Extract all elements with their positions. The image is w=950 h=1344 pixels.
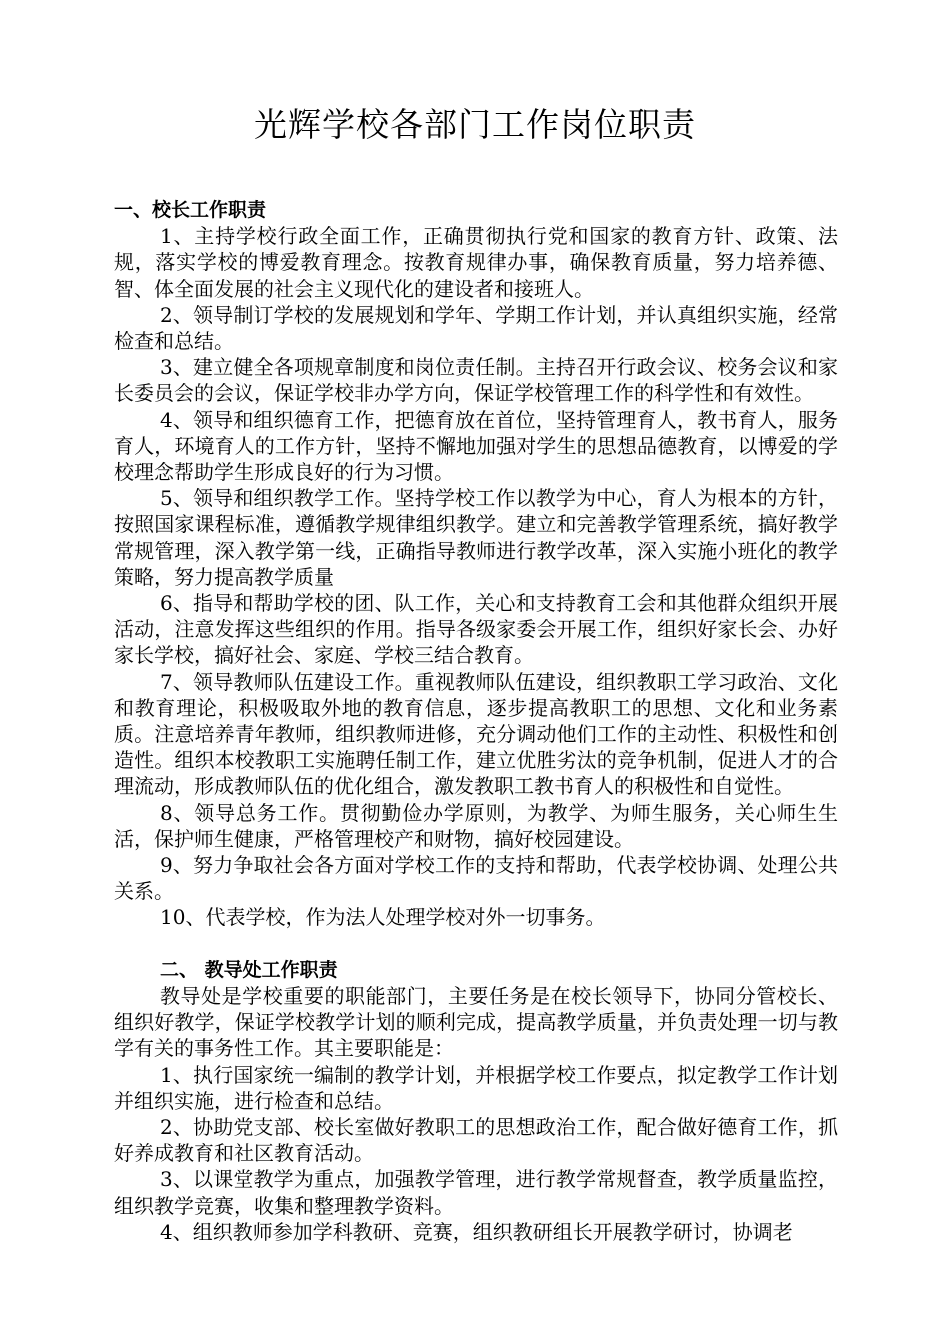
paragraph: 2、协助党支部、校长室做好教职工的思想政治工作，配合做好德育工作，抓好养成教育和社区教育活动。	[114, 1115, 838, 1166]
section-academic-affairs-duties	[114, 957, 838, 1245]
paragraph: 5、领导和组织教学工作。坚持学校工作以教学为中心，育人为根本的方针，按照国家课程标准，遵循教学规律组织教学。建立和完善教学管理系统，搞好教学常规管理，深入教学第一线，正确指导教师进行教学改革，深入实施小班化的教学策略，努力提高教学质量	[114, 486, 838, 589]
section-heading: 二、 教导处工作职责	[160, 958, 338, 981]
section-principal-duties	[114, 197, 838, 931]
paragraph: 3、建立健全各项规章制度和岗位责任制。主持召开行政会议、校务会议和家长委员会的会议，保证学校非办学方向，保证学校管理工作的科学性和有效性。	[114, 355, 838, 406]
paragraph: 4、组织教师参加学科教研、竞赛，组织教研组长开展教学研讨，协调老	[160, 1219, 793, 1244]
section-heading: 一、校长工作职责	[114, 199, 267, 221]
paragraph: 8、领导总务工作。贯彻勤俭办学原则，为教学、为师生服务，关心师生生活，保护师生健康，严格管理校产和财物，搞好校园建设。	[114, 800, 838, 851]
paragraph: 教导处是学校重要的职能部门，主要任务是在校长领导下，协同分管校长、组织好教学，保证学校教学计划的顺利完成，提高教学质量，并负责处理一切与教学有关的事务性工作。其主要职能是：	[114, 984, 838, 1061]
document-body	[114, 197, 838, 1245]
paragraph: 2、领导制订学校的发展规划和学年、学期工作计划，并认真组织实施，经常检查和总结。	[114, 302, 838, 353]
paragraph: 9、努力争取社会各方面对学校工作的支持和帮助，代表学校协调、处理公共关系。	[114, 853, 838, 904]
paragraph: 10、代表学校，作为法人处理学校对外一切事务。	[160, 905, 606, 930]
section-spacer	[114, 931, 838, 957]
paragraph: 6、指导和帮助学校的团、队工作，关心和支持教育工会和其他群众组织开展活动，注意发挥这些组织的作用。指导各级家委会开展工作，组织好家长会、办好家长学校，搞好社会、家庭、学校三结合教育。	[114, 591, 838, 668]
paragraph: 4、领导和组织德育工作，把德育放在首位，坚持管理育人，教书育人，服务育人，环境育人的工作方针，坚持不懈地加强对学生的思想品德教育，以博爱的学校理念帮助学生形成良好的行为习惯。	[114, 407, 838, 485]
paragraph: 1、执行国家统一编制的教学计划，并根据学校工作要点，拟定教学工作计划并组织实施，进行检查和总结。	[114, 1062, 838, 1113]
paragraph: 3、以课堂教学为重点，加强教学管理，进行教学常规督查，教学质量监控，组织教学竞赛，收集和整理教学资料。	[114, 1167, 838, 1218]
paragraph: 1、主持学校行政全面工作，正确贯彻执行党和国家的教育方针、政策、法规，落实学校的博爱教育理念。按教育规律办事，确保教育质量，努力培养德、智、体全面发展的社会主义现代化的建设者和接班人。	[114, 224, 838, 301]
document-title: 光辉学校各部门工作岗位职责	[254, 105, 696, 144]
paragraph: 7、领导教师队伍建设工作。重视教师队伍建设，组织教职工学习政治、文化和教育理论，积极吸取外地的教育信息，逐步提高教职工的思想、文化和业务素质。注意培养青年教师，组织教师进修，充分调动他们工作的主动性、积极性和创造性。组织本校教职工实施聘任制工作，建立优胜劣汰的竞争机制，促进人才的合理流动，形成教师队伍的优化组合，激发教职工教书育人的积极性和自觉性。	[114, 669, 838, 799]
